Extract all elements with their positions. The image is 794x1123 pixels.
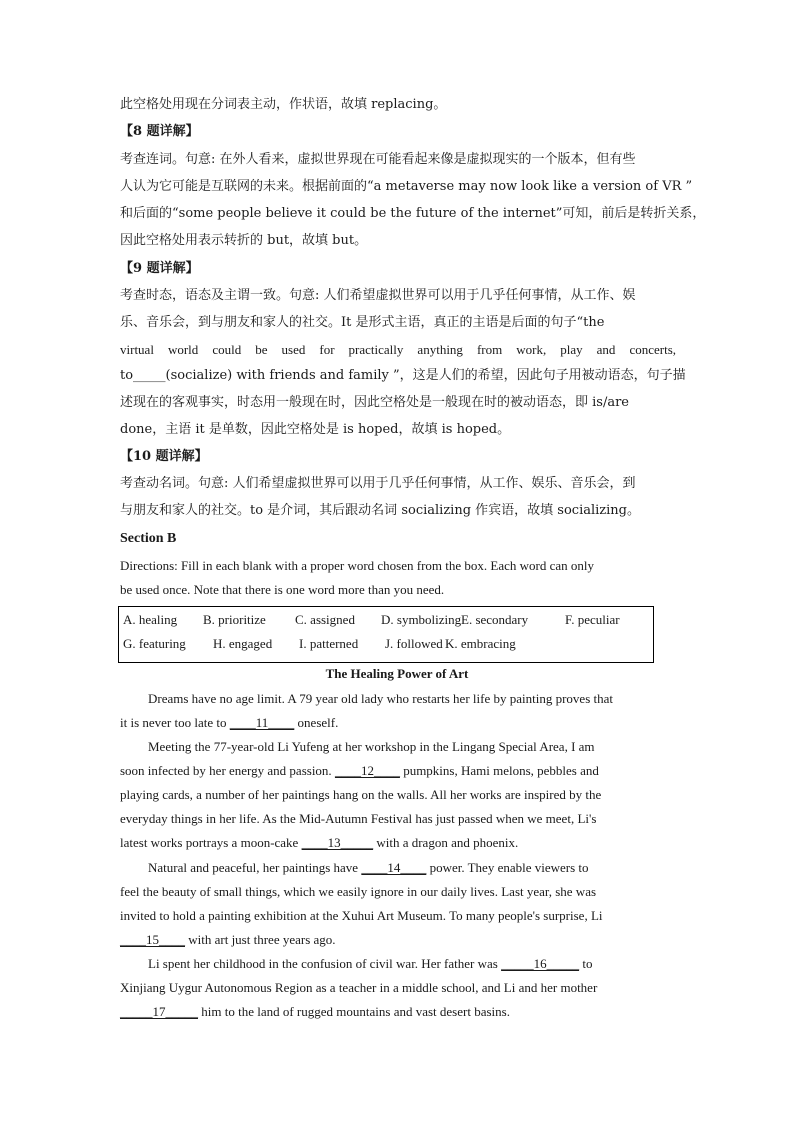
passage-title: The Healing Power of Art: [325, 666, 469, 681]
blank-15: ____15____: [120, 932, 185, 947]
passage-text: him to the land of rugged mountains and vast desert basins.: [198, 1004, 510, 1019]
passage-line: [120, 1004, 676, 1020]
passage-text: with art just three years ago.: [185, 932, 336, 947]
option-i: I. patterned: [299, 636, 359, 651]
q9-text-line: 乐、音乐会，到与朋友和家人的社交。It 是形式主语，真正的主语是后面的句子“the: [120, 315, 605, 330]
q8-text-line: 考查连词。句意: 在外人看来，虚拟世界现在可能看起来像是虚拟现实的一个版本，但有些: [120, 152, 636, 167]
passage-line: invited to hold a painting exhibition at the Xuhui Art Museum. To many people's surprise, Li: [120, 908, 603, 923]
option-k: K. embracing: [445, 636, 516, 651]
q10-heading: 【10 题详解】: [120, 449, 208, 464]
passage-line: playing cards, a number of her paintings hang on the walls. All her works are inspired by the: [120, 787, 602, 802]
q9-text-line: virtual world could be used for practically anything from work, play and concerts,: [120, 342, 676, 357]
passage-text: Li spent her childhood in the confusion of civil war. Her father was: [148, 956, 502, 971]
passage-text: Natural and peaceful, her paintings have: [148, 860, 362, 875]
passage-line: everyday things in her life. As the Mid-Autumn Festival has just passed when we meet, Li's: [120, 811, 597, 826]
passage-line: Dreams have no age limit. A 79 year old lady who restarts her life by painting proves that: [148, 691, 613, 706]
word-bank-box: [118, 606, 654, 663]
q8-heading: 【8 题详解】: [120, 124, 199, 139]
passage-text: oneself.: [294, 715, 339, 730]
option-d: D. symbolizing: [381, 612, 462, 627]
q10-text-line: 与朋友和家人的社交。to 是介词，其后跟动名词 socializing 作宾语，故填 socializing。: [120, 503, 640, 518]
option-g: G. featuring: [123, 636, 186, 651]
passage-line: [120, 763, 676, 779]
explanation-line: 此空格处用现在分词表主动，作状语，故填 replacing。: [120, 97, 447, 112]
passage-line: Xinjiang Uygur Autonomous Region as a teacher in a middle school, and Li and her mother: [120, 980, 598, 995]
directions-line: Directions: Fill in each blank with a proper word chosen from the box. Each word can only: [120, 558, 595, 573]
option-h: H. engaged: [213, 636, 273, 651]
option-a: A. healing: [123, 612, 178, 627]
q9-heading: 【9 题详解】: [120, 261, 199, 276]
q10-text-line: 考查动名词。句意: 人们希望虚拟世界可以用于几乎任何事情，从工作、娱乐、音乐会，到: [120, 476, 636, 491]
blank-11: ____11____: [229, 715, 295, 730]
option-j: J. followed: [385, 636, 443, 651]
passage-text: power. They enable viewers to: [426, 860, 589, 875]
option-f: F. peculiar: [565, 612, 620, 627]
passage-line: [120, 835, 676, 851]
blank-13: ____13_____: [301, 835, 374, 850]
passage-line: [120, 956, 676, 972]
passage-text: to: [579, 956, 593, 971]
blank-12: ____12____: [334, 763, 400, 778]
passage-text: pumpkins, Hami melons, pebbles and: [399, 763, 599, 778]
q8-text-line: 和后面的“some people believe it could be the future of the internet”可知，前后是转折关系，: [120, 206, 706, 221]
q8-text-line: 人认为它可能是互联网的未来。根据前面的“a metaverse may now look like a version of VR ”: [120, 179, 693, 194]
directions-line: be used once. Note that there is one word more than you need.: [120, 582, 445, 597]
passage-line: [120, 860, 676, 876]
passage-line: [120, 932, 676, 948]
passage-text: it is never too late to: [120, 715, 230, 730]
passage-line: Meeting the 77-year-old Li Yufeng at her workshop in the Lingang Special Area, I am: [148, 739, 595, 754]
passage-line: feel the beauty of small things, which we easily ignore in our daily lives. Last year, she was: [120, 884, 597, 899]
option-e: E. secondary: [461, 612, 529, 627]
blank-14: ____14____: [361, 860, 427, 875]
option-b: B. prioritize: [203, 612, 266, 627]
q9-text-line: 考查时态，语态及主谓一致。句意: 人们希望虚拟世界可以用于几乎任何事情，从工作、娱: [120, 288, 636, 303]
section-b-title: Section B: [120, 531, 177, 546]
q8-text-line: 因此空格处用表示转折的 but，故填 but。: [120, 233, 368, 248]
blank-17: _____17_____: [120, 1004, 198, 1019]
passage-line: [120, 715, 676, 731]
q9-text-line: 述现在的客观事实，时态用一般现在时，因此空格处是一般现在时的被动语态，即 is/are: [120, 395, 630, 410]
passage-text: soon infected by her energy and passion.: [120, 763, 335, 778]
passage-text: with a dragon and phoenix.: [373, 835, 519, 850]
passage-text: latest works portrays a moon-cake: [120, 835, 302, 850]
option-c: C. assigned: [295, 612, 355, 627]
blank-16: _____16_____: [501, 956, 580, 971]
q9-text-line: to_____(socialize) with friends and family ”，这是人们的希望，因此句子用被动语态，句子描: [120, 368, 686, 383]
q9-text-line: done，主语 it 是单数，因此空格处是 is hoped，故填 is hoped。: [120, 422, 511, 437]
